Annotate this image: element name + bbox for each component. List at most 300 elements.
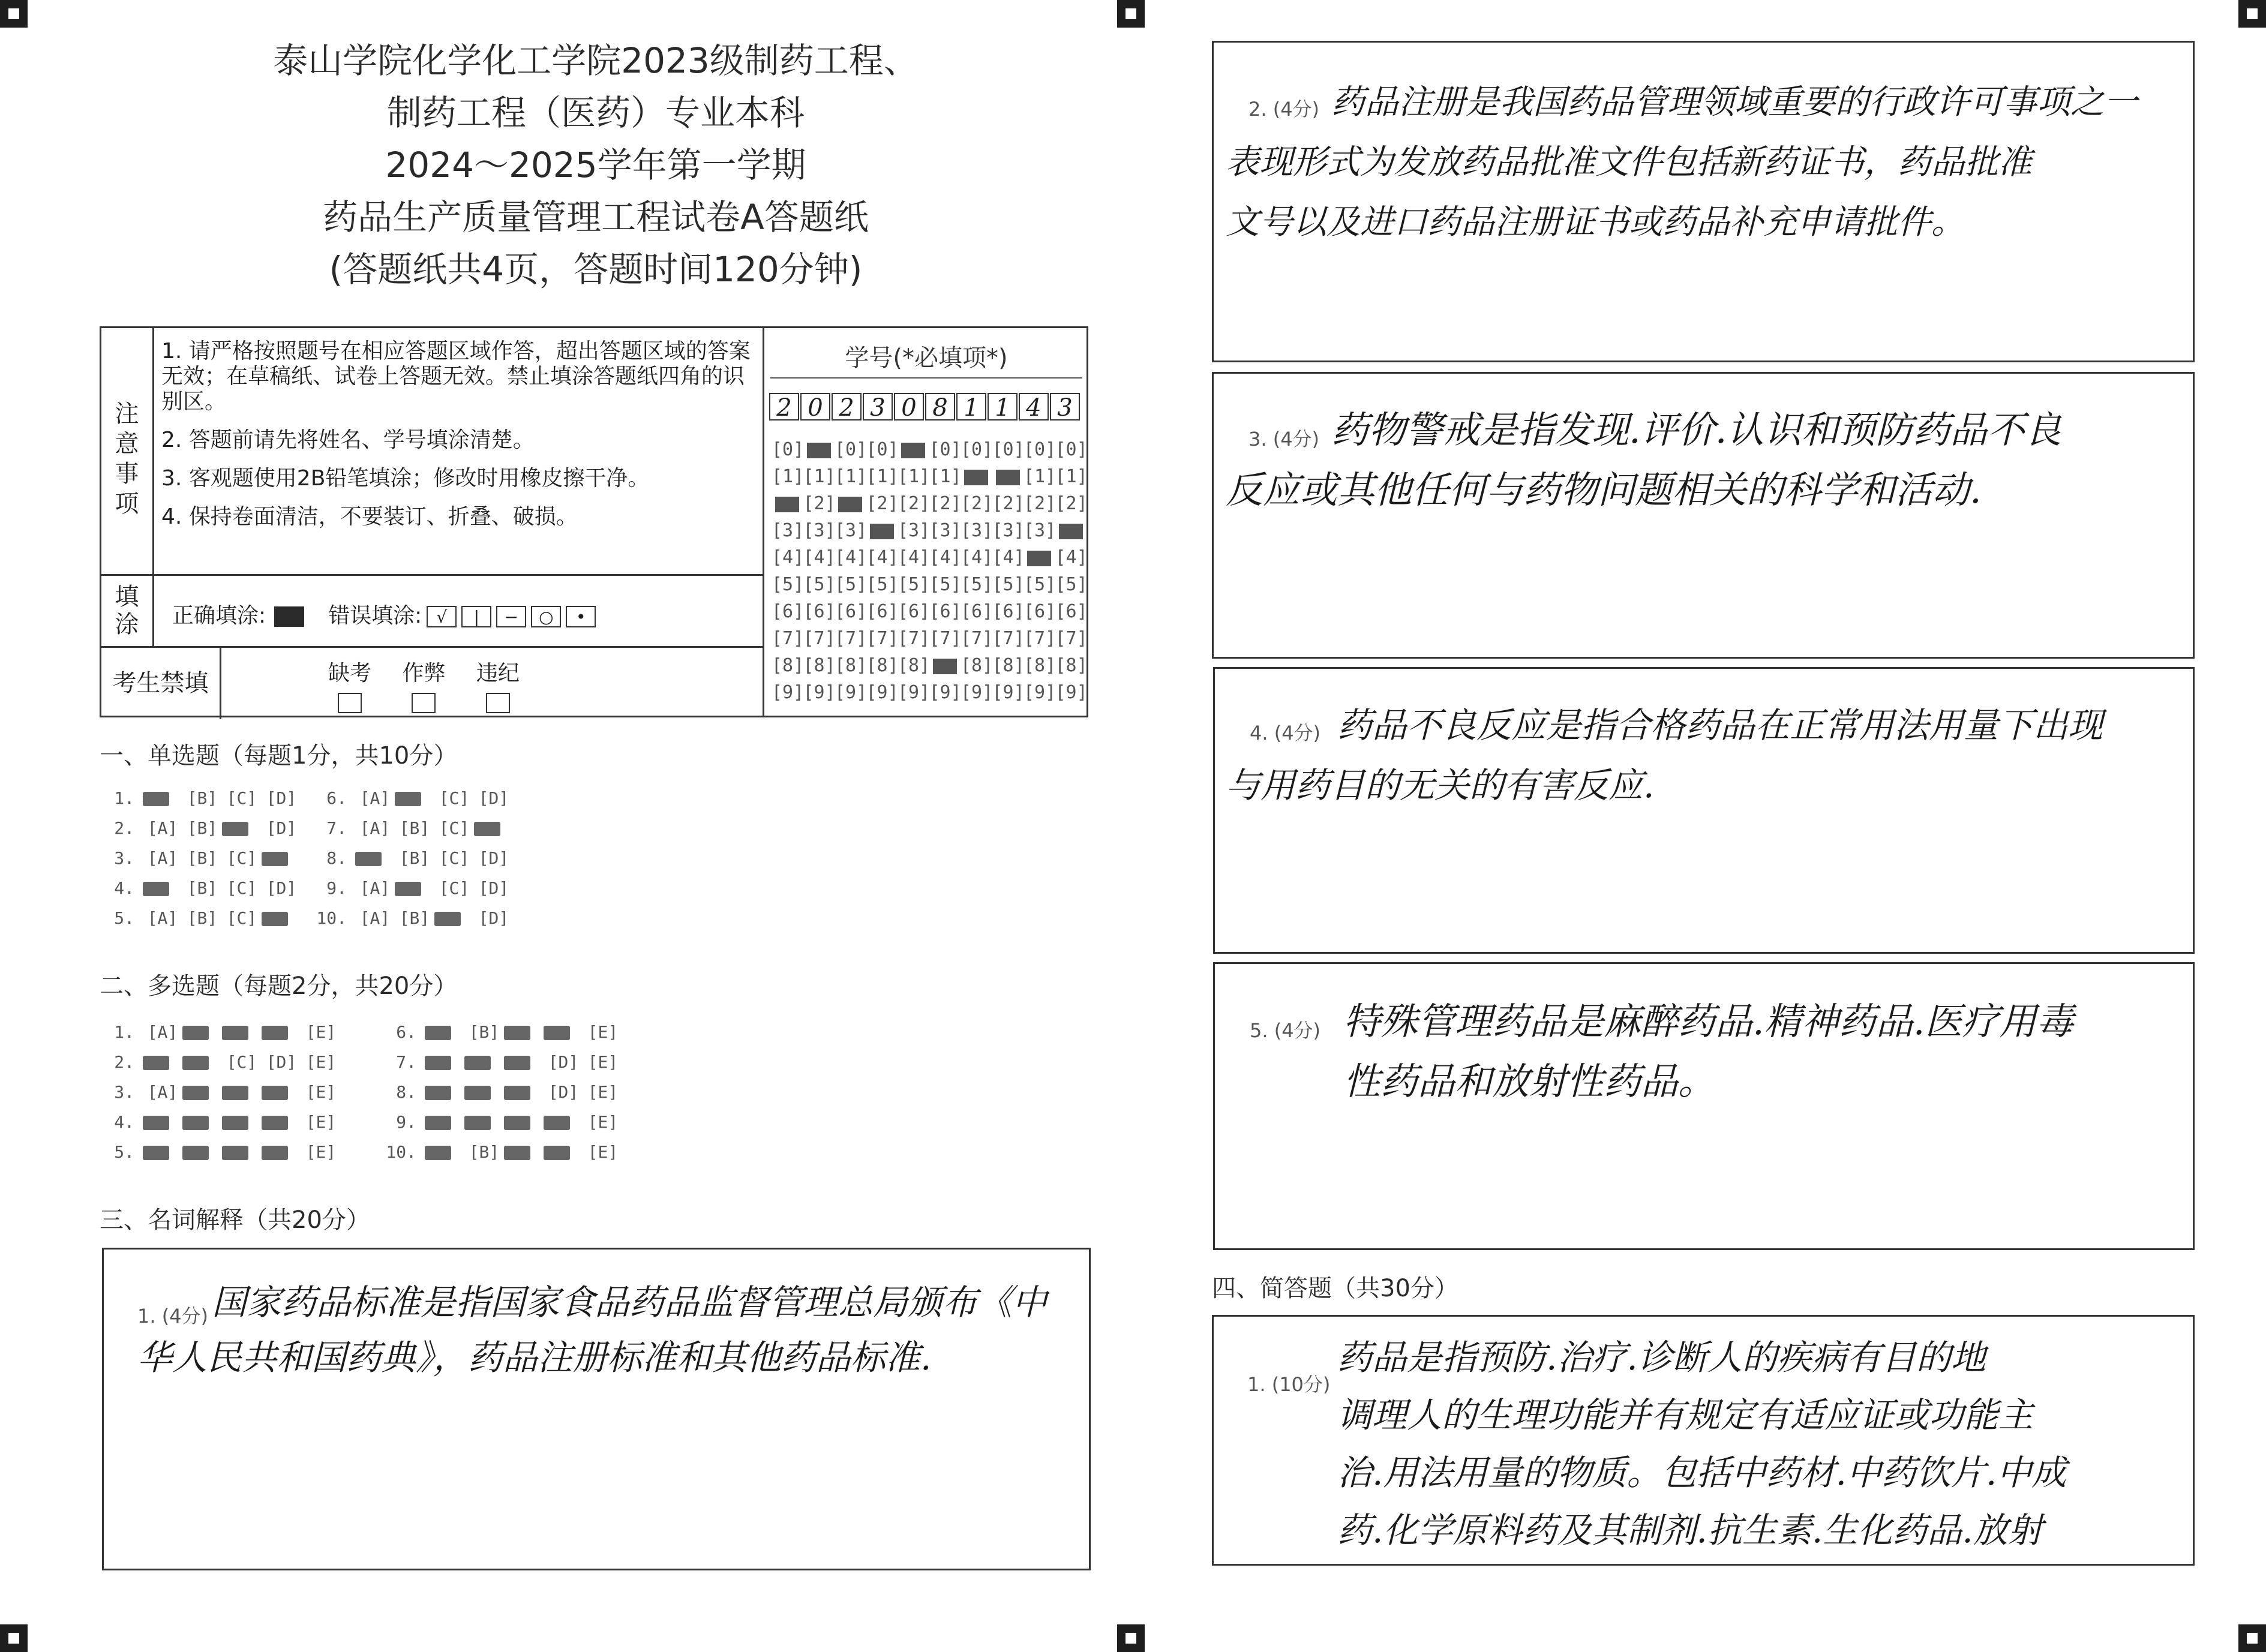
question-number: 10. (316, 908, 347, 928)
violation-checkbox[interactable]: 违纪 (466, 656, 530, 713)
short-answer-title: 四、简答题（共30分） (1212, 1275, 1458, 1302)
question-number: 4. (114, 1112, 134, 1132)
bubble-row (772, 652, 1087, 679)
fill-example (172, 599, 596, 629)
option-bubble[interactable] (143, 1047, 182, 1077)
option-bubble[interactable] (504, 1137, 544, 1167)
option-bubble[interactable]: [C] (226, 878, 257, 898)
option-bubble[interactable] (425, 1077, 464, 1107)
question-number: 10. (386, 1142, 416, 1162)
question-row (100, 1137, 341, 1167)
id-bubble[interactable]: [9] (898, 682, 931, 703)
id-bubble[interactable]: [7] (961, 628, 994, 649)
id-bubble[interactable]: [6] (961, 601, 994, 622)
option-bubble[interactable] (425, 1017, 464, 1047)
id-bubble[interactable]: [6] (835, 601, 868, 622)
question-number: 6. (326, 788, 347, 808)
option-bubble[interactable] (143, 873, 182, 903)
question-number: 9. (326, 878, 347, 898)
option-bubble[interactable] (143, 1107, 182, 1137)
question-number: 9. (396, 1112, 416, 1132)
option-bubble[interactable] (425, 1107, 464, 1137)
option-bubble[interactable]: [D] (478, 848, 509, 868)
id-bubble[interactable]: [7] (898, 628, 931, 649)
id-bubble[interactable]: [4] (992, 547, 1025, 568)
single-choice-title: 一、单选题（每题1分，共10分） (100, 742, 458, 770)
id-bubble[interactable]: [2] (961, 493, 994, 514)
question-row (100, 1047, 341, 1077)
student-id-digit[interactable]: 1 (956, 393, 986, 420)
option-bubble[interactable]: [C] (226, 848, 257, 868)
option-bubble[interactable]: [A] (147, 848, 178, 868)
id-bubble[interactable]: [0] (1055, 439, 1088, 460)
option-bubble[interactable] (544, 1017, 583, 1047)
option-bubble[interactable] (474, 813, 514, 843)
student-id-digit[interactable]: 4 (1019, 393, 1049, 420)
option-bubble[interactable] (544, 1107, 583, 1137)
id-bubble[interactable]: [0] (772, 439, 805, 460)
header-line-3: 2024～2025学年第一学期 (385, 145, 806, 185)
id-bubble[interactable]: [1] (1055, 466, 1088, 487)
id-bubble[interactable] (992, 463, 1024, 490)
option-bubble[interactable] (262, 903, 301, 933)
option-bubble[interactable]: [B] (187, 788, 218, 808)
option-bubble[interactable]: [B] (187, 818, 218, 838)
registration-mark-bottom-center (1117, 1624, 1145, 1652)
id-bubble[interactable]: [3] (961, 520, 994, 541)
option-bubble[interactable] (395, 873, 434, 903)
bubble-row (772, 544, 1087, 571)
id-bubble[interactable]: [5] (1055, 574, 1088, 595)
id-bubble[interactable]: [8] (1024, 655, 1057, 676)
id-bubble[interactable]: [5] (772, 574, 805, 595)
examiner-only-row (101, 646, 763, 719)
option-bubble[interactable] (222, 813, 262, 843)
option-bubble[interactable] (182, 1077, 222, 1107)
answer-box-term-5[interactable] (1213, 962, 2195, 1250)
answer-box-term-2[interactable] (1212, 41, 2195, 362)
option-bubble[interactable]: [E] (305, 1082, 337, 1102)
option-bubble[interactable]: [E] (587, 1082, 619, 1102)
id-bubble[interactable]: [5] (803, 574, 836, 595)
option-bubble[interactable] (504, 1047, 544, 1077)
id-bubble[interactable]: [6] (898, 601, 931, 622)
question-row (100, 903, 301, 933)
id-bubble[interactable]: [5] (929, 574, 962, 595)
bubble-row (772, 436, 1087, 463)
id-bubble[interactable]: [8] (992, 655, 1025, 676)
student-id-digit[interactable]: 1 (988, 393, 1018, 420)
id-bubble[interactable]: [8] (898, 655, 931, 676)
id-bubble[interactable] (1024, 544, 1055, 571)
single-choice-col-2 (312, 783, 514, 933)
id-bubble[interactable]: [1] (772, 466, 805, 487)
id-bubble[interactable]: [9] (961, 682, 994, 703)
question-row (100, 783, 301, 813)
question-row (382, 1107, 623, 1137)
handwritten-answer: 药品不良反应是指合格药品在正常用法用量下出现 与用药目的无关的有害反应. (1226, 705, 2103, 806)
id-bubble[interactable]: [9] (929, 682, 962, 703)
id-bubble[interactable]: [6] (803, 601, 836, 622)
student-id-digit[interactable]: 8 (925, 393, 955, 420)
id-bubble[interactable]: [2] (898, 493, 931, 514)
option-bubble[interactable] (182, 1107, 222, 1137)
handwritten-answer: 药物警戒是指发现.评价.认识和预防药品不良 反应或其他任何与药物问题相关的科学和活动. (1226, 408, 2062, 512)
option-bubble[interactable] (262, 1077, 301, 1107)
option-bubble[interactable] (182, 1017, 222, 1047)
correct-fill-label: 正确填涂: (172, 603, 266, 628)
id-bubble[interactable]: [5] (898, 574, 931, 595)
option-bubble[interactable]: [B] (469, 1142, 500, 1162)
student-id-area (763, 328, 1088, 716)
question-row (100, 873, 301, 903)
bubble-row (772, 490, 1087, 517)
notice-label: 注 意 事 项 (101, 328, 154, 574)
question-row (100, 1107, 341, 1137)
id-bubble[interactable]: [5] (835, 574, 868, 595)
id-bubble[interactable]: [9] (772, 682, 805, 703)
id-bubble[interactable]: [7] (992, 628, 1025, 649)
option-bubble[interactable]: [D] (266, 788, 297, 808)
id-bubble[interactable]: [4] (772, 547, 805, 568)
option-bubble[interactable] (143, 1137, 182, 1167)
id-bubble[interactable]: [2] (866, 493, 899, 514)
option-bubble[interactable] (504, 1077, 544, 1107)
option-bubble[interactable]: [A] (147, 908, 178, 928)
id-bubble[interactable]: [6] (929, 601, 962, 622)
question-row (100, 843, 301, 873)
id-bubble[interactable]: [8] (866, 655, 899, 676)
option-bubble[interactable]: [E] (305, 1052, 337, 1072)
id-bubble[interactable]: [7] (772, 628, 805, 649)
id-bubble[interactable]: [8] (803, 655, 836, 676)
id-bubble[interactable]: [9] (1055, 682, 1088, 703)
student-id-bubble-grid (772, 436, 1087, 706)
examiner-only-label: 考生禁填 (101, 648, 221, 719)
option-bubble[interactable]: [A] (359, 818, 391, 838)
option-bubble[interactable]: [E] (305, 1112, 337, 1132)
id-bubble[interactable]: [8] (772, 655, 805, 676)
question-row (100, 1077, 341, 1107)
answer-box-term-3[interactable] (1212, 372, 2195, 659)
option-bubble[interactable] (262, 843, 301, 873)
id-bubble[interactable] (929, 652, 961, 679)
id-bubble[interactable] (835, 490, 866, 517)
question-row (312, 903, 514, 933)
question-number: 3. (114, 848, 134, 868)
option-bubble[interactable]: [C] (439, 818, 470, 838)
bubble-row (772, 598, 1087, 625)
header-line-4: 药品生产质量管理工程试卷A答题纸 (323, 197, 869, 238)
id-bubble[interactable] (866, 517, 898, 544)
bubble-row (772, 463, 1087, 490)
option-bubble[interactable] (182, 1137, 222, 1167)
option-bubble[interactable]: [C] (226, 788, 257, 808)
id-bubble[interactable]: [1] (835, 466, 868, 487)
option-bubble[interactable] (222, 1107, 262, 1137)
option-bubble[interactable] (222, 1137, 262, 1167)
question-label: 2. (4分) (1248, 98, 1320, 121)
registration-mark-bottom-right (2238, 1624, 2266, 1652)
notice-item: 2. 答题前请先将姓名、学号填涂清楚。 (161, 428, 535, 452)
id-bubble[interactable]: [4] (961, 547, 994, 568)
id-bubble[interactable]: [3] (992, 520, 1025, 541)
id-bubble[interactable] (961, 463, 992, 490)
id-bubble[interactable]: [4] (1055, 547, 1088, 568)
id-bubble[interactable]: [3] (803, 520, 836, 541)
id-bubble[interactable]: [0] (929, 439, 962, 460)
id-bubble[interactable] (772, 490, 803, 517)
id-bubble[interactable]: [8] (961, 655, 994, 676)
id-bubble[interactable]: [4] (898, 547, 931, 568)
id-bubble[interactable]: [6] (772, 601, 805, 622)
student-id-divider (770, 377, 1082, 379)
id-bubble[interactable]: [2] (803, 493, 836, 514)
header-line-1: 泰山学院化学化工学院2023级制药工程、 (273, 40, 919, 81)
option-bubble[interactable]: [D] (548, 1082, 579, 1102)
id-bubble[interactable]: [9] (835, 682, 868, 703)
id-bubble[interactable] (898, 436, 929, 463)
option-bubble[interactable] (464, 1077, 504, 1107)
id-bubble[interactable]: [0] (866, 439, 899, 460)
question-row (312, 783, 514, 813)
option-bubble[interactable]: [A] (147, 818, 178, 838)
question-number: 5. (114, 1142, 134, 1162)
question-number: 1. (114, 1022, 134, 1042)
question-number: 4. (114, 878, 134, 898)
id-bubble[interactable]: [3] (1024, 520, 1057, 541)
id-bubble[interactable]: [2] (1055, 493, 1088, 514)
id-bubble[interactable]: [0] (835, 439, 868, 460)
id-bubble[interactable] (1055, 517, 1087, 544)
id-bubble[interactable]: [2] (1024, 493, 1057, 514)
id-bubble[interactable]: [8] (835, 655, 868, 676)
answer-box-term-4[interactable] (1213, 667, 2195, 954)
question-number: 2. (114, 1052, 134, 1072)
id-bubble[interactable]: [7] (1024, 628, 1057, 649)
option-bubble[interactable]: [D] (548, 1052, 579, 1072)
notice-item: 1. 请严格按照题号在相应答题区域作答，超出答题区域的答案无效；在草稿纸、试卷上答题无效。禁止填涂答题纸四角的识别区。 (161, 339, 751, 414)
header-line-5: (答题纸共4页，答题时间120分钟) (329, 249, 863, 290)
option-bubble[interactable] (262, 1137, 301, 1167)
option-bubble[interactable]: [A] (147, 1022, 178, 1042)
registration-mark-top-left (0, 0, 28, 28)
handwritten-answer: 特殊管理药品是麻醉药品.精神药品.医疗用毒 性药品和放射性药品。 (1343, 999, 2074, 1103)
id-bubble[interactable]: [9] (1024, 682, 1057, 703)
option-bubble[interactable]: [E] (587, 1052, 619, 1072)
option-bubble[interactable]: [D] (478, 878, 509, 898)
registration-mark-top-center (1117, 0, 1145, 28)
question-row (382, 1047, 623, 1077)
id-bubble[interactable]: [6] (1024, 601, 1057, 622)
option-bubble[interactable]: [E] (587, 1142, 619, 1162)
option-bubble[interactable]: [B] (187, 908, 218, 928)
id-bubble[interactable]: [7] (1055, 628, 1088, 649)
id-bubble[interactable]: [7] (835, 628, 868, 649)
bubble-row (772, 625, 1087, 652)
terms-title: 三、名词解释（共20分） (100, 1206, 370, 1234)
wrong-mark-dot: • (566, 606, 596, 627)
id-bubble[interactable]: [1] (866, 466, 899, 487)
id-bubble[interactable] (803, 436, 835, 463)
id-bubble[interactable]: [3] (772, 520, 805, 541)
wrong-mark-check: √ (427, 606, 457, 627)
wrong-mark-bar: | (461, 606, 491, 627)
option-bubble[interactable]: [A] (359, 788, 391, 808)
id-bubble[interactable]: [6] (1055, 601, 1088, 622)
option-bubble[interactable] (434, 903, 474, 933)
id-bubble[interactable]: [8] (1055, 655, 1088, 676)
option-bubble[interactable] (222, 1017, 262, 1047)
student-id-digit[interactable]: 2 (832, 393, 862, 420)
id-bubble[interactable]: [4] (929, 547, 962, 568)
option-bubble[interactable]: [B] (399, 908, 430, 928)
option-bubble[interactable]: [B] (399, 848, 430, 868)
question-row (312, 843, 514, 873)
option-bubble[interactable]: [E] (305, 1142, 337, 1162)
option-bubble[interactable] (504, 1107, 544, 1137)
option-bubble[interactable]: [E] (587, 1112, 619, 1132)
id-bubble[interactable]: [5] (992, 574, 1025, 595)
id-bubble[interactable]: [9] (992, 682, 1025, 703)
id-bubble[interactable]: [3] (835, 520, 868, 541)
question-label: 1. (10分) (1247, 1373, 1331, 1396)
question-row (382, 1137, 623, 1167)
multi-choice-col-2 (382, 1017, 623, 1167)
info-box (100, 326, 1088, 717)
question-row (382, 1077, 623, 1107)
question-number: 8. (396, 1082, 416, 1102)
option-bubble[interactable]: [D] (266, 878, 297, 898)
option-bubble[interactable] (222, 1077, 262, 1107)
student-id-digit[interactable]: 2 (769, 393, 799, 420)
question-number: 3. (114, 1082, 134, 1102)
option-bubble[interactable]: [C] (226, 908, 257, 928)
question-row (382, 1017, 623, 1047)
handwritten-answer: 药品是指预防.治疗.诊断人的疾病有目的地 调理人的生理功能并有规定有适应证或功能主 治.用法用量的物质。包括中药材.中药饮片.中成 药.化学原料药及其制剂.抗生素.生化药品.放射 (1337, 1337, 2067, 1551)
question-label: 5. (4分) (1250, 1019, 1321, 1042)
option-bubble[interactable] (544, 1137, 583, 1167)
option-bubble[interactable]: [E] (587, 1022, 619, 1042)
bubble-row (772, 517, 1087, 544)
option-bubble[interactable]: [B] (399, 818, 430, 838)
option-bubble[interactable]: [D] (266, 818, 297, 838)
option-bubble[interactable]: [D] (478, 908, 509, 928)
absent-checkbox[interactable]: 缺考 (317, 656, 382, 713)
answer-box-term-1[interactable] (102, 1248, 1091, 1570)
id-bubble[interactable]: [1] (803, 466, 836, 487)
student-id-digit[interactable]: 0 (800, 393, 830, 420)
option-bubble[interactable]: [A] (147, 1082, 178, 1102)
option-bubble[interactable] (464, 1047, 504, 1077)
option-bubble[interactable]: [B] (187, 878, 218, 898)
id-bubble[interactable]: [9] (866, 682, 899, 703)
student-id-digit[interactable]: 0 (894, 393, 924, 420)
student-id-digit[interactable]: 3 (863, 393, 893, 420)
multi-choice-title: 二、多选题（每题2分，共20分） (100, 972, 458, 1000)
notice-item: 4. 保持卷面清洁，不要装订、折叠、破损。 (161, 504, 578, 529)
question-number: 7. (396, 1052, 416, 1072)
id-bubble[interactable]: [3] (929, 520, 962, 541)
id-bubble[interactable]: [1] (929, 466, 962, 487)
question-number: 1. (114, 788, 134, 808)
option-bubble[interactable] (262, 1107, 301, 1137)
option-bubble[interactable]: [A] (359, 878, 391, 898)
id-bubble[interactable]: [5] (961, 574, 994, 595)
option-bubble[interactable] (504, 1017, 544, 1047)
option-bubble[interactable] (182, 1047, 222, 1077)
id-bubble[interactable]: [4] (835, 547, 868, 568)
option-bubble[interactable] (425, 1047, 464, 1077)
option-bubble[interactable]: [C] (226, 1052, 257, 1072)
option-bubble[interactable]: [D] (266, 1052, 297, 1072)
student-id-digit[interactable]: 3 (1050, 393, 1080, 420)
header-line-2: 制药工程（医药）专业本科 (386, 92, 805, 133)
option-bubble[interactable]: [C] (439, 848, 470, 868)
fill-example-row (101, 574, 763, 648)
id-bubble[interactable]: [2] (929, 493, 962, 514)
student-id-digits (769, 393, 1081, 420)
option-bubble[interactable]: [C] (439, 878, 470, 898)
id-bubble[interactable]: [7] (803, 628, 836, 649)
id-bubble[interactable]: [4] (866, 547, 899, 568)
question-row (312, 813, 514, 843)
student-id-title: 学号(*必填项*) (845, 344, 1008, 372)
id-bubble[interactable]: [7] (929, 628, 962, 649)
id-bubble[interactable]: [5] (866, 574, 899, 595)
correct-fill-mark (274, 606, 304, 627)
option-bubble[interactable] (395, 783, 434, 813)
id-bubble[interactable]: [1] (898, 466, 931, 487)
id-bubble[interactable]: [0] (961, 439, 994, 460)
question-number: 8. (326, 848, 347, 868)
option-bubble[interactable] (355, 843, 395, 873)
option-bubble[interactable] (464, 1107, 504, 1137)
question-number: 6. (396, 1022, 416, 1042)
bubble-row (772, 679, 1087, 706)
id-bubble[interactable]: [0] (1024, 439, 1057, 460)
option-bubble[interactable] (425, 1137, 464, 1167)
option-bubble[interactable]: [D] (478, 788, 509, 808)
id-bubble[interactable]: [5] (1024, 574, 1057, 595)
option-bubble[interactable]: [E] (305, 1022, 337, 1042)
id-bubble[interactable]: [7] (866, 628, 899, 649)
question-number: 5. (114, 908, 134, 928)
cheating-checkbox[interactable]: 作弊 (391, 656, 456, 713)
sheet-header (100, 35, 1092, 296)
option-bubble[interactable] (262, 1017, 301, 1047)
answer-box-short-1[interactable] (1212, 1315, 2195, 1566)
option-bubble[interactable]: [A] (359, 908, 391, 928)
id-bubble[interactable]: [6] (992, 601, 1025, 622)
option-bubble[interactable]: [C] (439, 788, 470, 808)
option-bubble[interactable]: [B] (469, 1022, 500, 1042)
id-bubble[interactable]: [6] (866, 601, 899, 622)
wrong-mark-circle: ○ (531, 606, 561, 627)
option-bubble[interactable] (143, 783, 182, 813)
question-row (312, 873, 514, 903)
option-bubble[interactable]: [B] (187, 848, 218, 868)
id-bubble[interactable]: [3] (898, 520, 931, 541)
id-bubble[interactable]: [0] (992, 439, 1025, 460)
id-bubble[interactable]: [2] (992, 493, 1025, 514)
question-label: 4. (4分) (1250, 722, 1321, 744)
id-bubble[interactable]: [1] (1024, 466, 1057, 487)
id-bubble[interactable]: [9] (803, 682, 836, 703)
question-label: 3. (4分) (1248, 428, 1320, 450)
id-bubble[interactable]: [4] (803, 547, 836, 568)
multi-choice-col-1 (100, 1017, 341, 1167)
